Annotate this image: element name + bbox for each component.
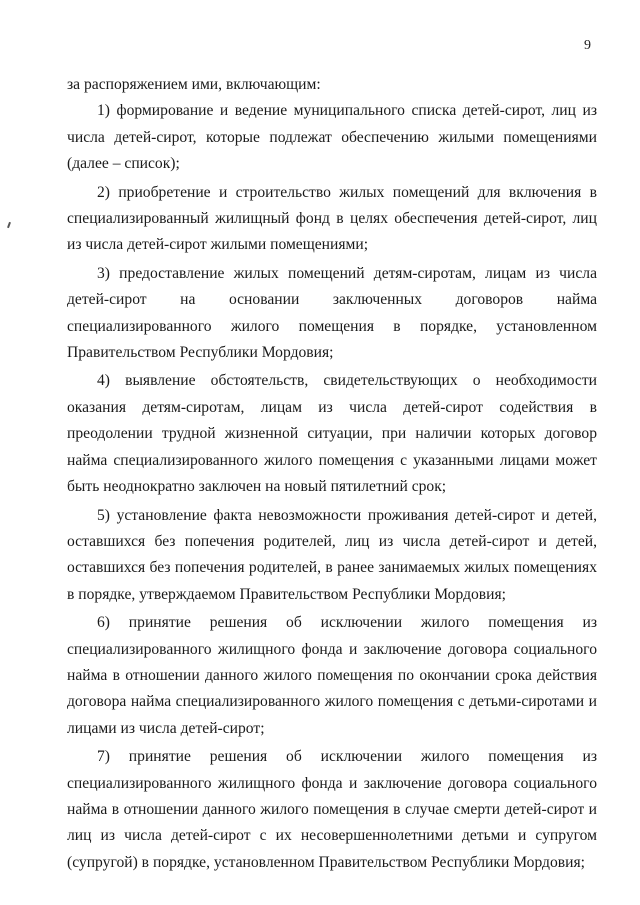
paragraph-item-6: 6) принятие решения об исключении жилого помещения из специализированного жилищного фонда и заключение договора социального найма в отношении данного жилого помещения по окончании срока действия договора найма специализированного жилого помещения с детьми-сиротами и лицами из числа детей-сирот; bbox=[67, 614, 597, 737]
paragraph-item-2: 2) приобретение и строительство жилых помещений для включения в специализированный жилищный фонд в целях обеспечения детей-сирот, лиц из числа детей-сирот жилыми помещениями; bbox=[67, 183, 597, 254]
paragraph-intro: за распоряжением ими, включающим: bbox=[67, 76, 321, 93]
paragraph-item-3: 3) предоставление жилых помещений детям-сиротам, лицам из числа детей-сирот на основании заключенных договоров найма специализированного жилого помещения в порядке, установленном Правительством Республики Мордовия; bbox=[67, 264, 597, 362]
paragraph-item-7: 7) принятие решения об исключении жилого помещения из специализированного жилищного фонда и заключение договора социального найма в отношении данного жилого помещения в случае смерти детей-сирот и лиц из числа детей-сирот с их несовершеннолетними детьми и супругом (супругой) в порядке, установленном Правительством Республики Мордовия; bbox=[67, 748, 597, 871]
document-body bbox=[67, 72, 597, 876]
page-number: 9 bbox=[584, 38, 591, 53]
scan-artifact-mark bbox=[7, 222, 11, 228]
paragraph-item-1: 1) формирование и ведение муниципального списка детей-сирот, лиц из числа детей-сирот, которые подлежат обеспечению жилыми помещениями (далее – список); bbox=[67, 102, 597, 173]
paragraph-item-4: 4) выявление обстоятельств, свидетельствующих о необходимости оказания детям-сиротам, лицам из числа детей-сирот содействия в преодолении трудной жизненной ситуации, при наличии которых договор найма специализированного жилого помещения с указанными лицами может быть неоднократно заключен на новый пятилетний срок; bbox=[67, 372, 597, 496]
paragraph-item-5: 5) установление факта невозможности проживания детей-сирот и детей, оставшихся без попечения родителей, лиц из числа детей-сирот и детей, оставшихся без попечения родителей, в ранее занимаемых жилых помещениях в порядке, утверждаемом Правительством Республики Мордовия; bbox=[67, 506, 597, 603]
